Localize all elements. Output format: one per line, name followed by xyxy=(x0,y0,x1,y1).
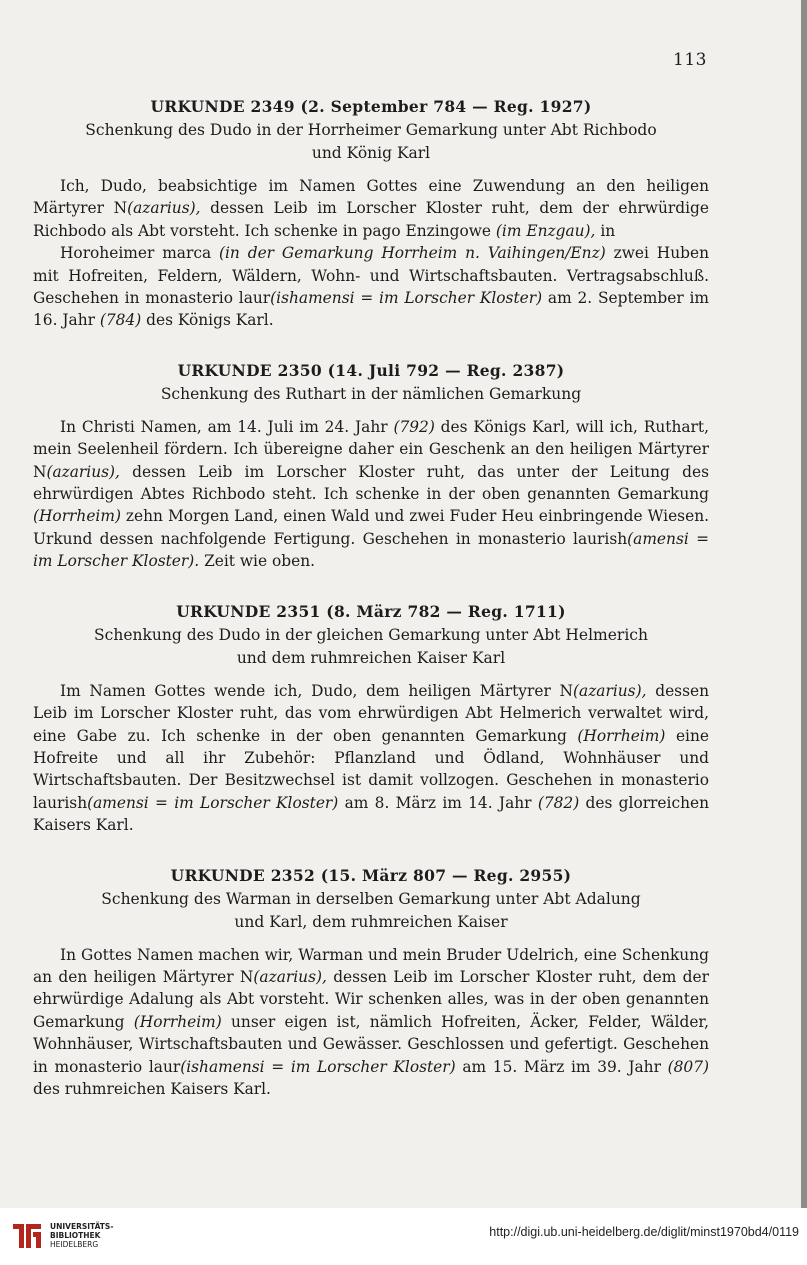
text-run: des ruhmreichen Kaisers Karl. xyxy=(33,1079,271,1098)
italic-annotation: (im Enzgau), xyxy=(495,221,596,240)
logo-line: BIBLIOTHEK xyxy=(50,1230,101,1240)
italic-annotation: (amensi = im Lorscher Kloster). xyxy=(33,529,710,571)
document-section xyxy=(33,864,709,1101)
document-section xyxy=(33,600,709,837)
text-run: dessen Leib im Lorscher Kloster ruht, das unter der Leitung des ehrwürdigen Abtes Richbodo steht. Ich schenke in der oben genannten Gemarkung xyxy=(33,462,709,504)
library-logo-text xyxy=(50,1222,113,1249)
text-run: des Königs Karl. xyxy=(141,311,274,330)
text-run: unser eigen ist, nämlich Hofreiten, Äcker, Felder, Wälder, Wohnhäuser, Wirtschaftsbauten und Gewässer. Geschlossen und gefertigt. Geschehen in monasterio laur xyxy=(33,1012,709,1076)
italic-annotation: (Horrheim) xyxy=(577,726,666,745)
italic-annotation: (782) xyxy=(537,793,580,812)
document-heading: URKUNDE 2351 (8. März 782 — Reg. 1711) xyxy=(176,601,566,621)
document-title xyxy=(33,383,709,406)
text-run: Im Namen Gottes wende ich, Dudo, dem heiligen Märtyrer N xyxy=(60,681,574,700)
source-url[interactable]: http://digi.ub.uni-heidelberg.de/diglit/minst1970bd4/0119 xyxy=(489,1225,799,1239)
italic-annotation: (Horrheim) xyxy=(33,507,121,526)
library-logo-icon xyxy=(10,1218,44,1252)
logo-line: HEIDELBERG xyxy=(50,1239,99,1249)
text-run: zwei Huben mit Hofreiten, Feldern, Wäldern, Wohn- und Wirtschaftsbauten. Vertragsabschluß. Geschehen in monasterio laur xyxy=(33,244,709,308)
text-run: zehn Morgen Land, einen Wald und zwei Fuder Heu einbringende Wiesen. Urkund dessen nachfolgende Fertigung. Geschehen in monasterio laurish xyxy=(33,507,709,548)
italic-annotation: (azarius), xyxy=(573,681,647,700)
document-title-line: Schenkung des Warman in derselben Gemarkung unter Abt Adalung xyxy=(101,889,641,908)
text-run: am 2. September im 16. Jahr xyxy=(33,289,710,330)
document-title xyxy=(33,119,709,165)
document-paragraph xyxy=(33,416,709,573)
document-title-line: Schenkung des Ruthart in der nämlichen Gemarkung xyxy=(160,384,582,403)
document-title-line: und Karl, dem ruhmreichen Kaiser xyxy=(234,912,508,931)
text-run: des Königs Karl, will ich, Ruthart, mein Seelenheil fördern. Ich übereigne daher ein Geschenk an den heiligen Märtyrer N xyxy=(33,417,709,481)
document-paragraph xyxy=(33,680,709,837)
italic-annotation: (azarius), xyxy=(253,967,327,986)
document-title-line: und König Karl xyxy=(311,144,431,162)
text-run: Ich, Dudo, beabsichtige im Namen Gottes eine Zuwendung an den heiligen Märtyrer N xyxy=(33,177,709,218)
text-run: In Gottes Namen machen wir, Warman und mein Bruder Udelrich, eine Schenkung an den heiligen Märtyrer N xyxy=(33,945,709,986)
italic-annotation: (azarius), xyxy=(127,199,201,218)
viewer-footer xyxy=(0,1208,807,1265)
logo-line: UNIVERSITÄTS- xyxy=(50,1221,114,1231)
document-paragraph xyxy=(33,242,709,332)
document-title-line: Schenkung des Dudo in der gleichen Gemarkung unter Abt Helmerich xyxy=(94,625,648,644)
text-run: Horoheimer marca xyxy=(60,244,219,263)
text-run: Zeit wie oben. xyxy=(199,552,315,571)
text-run: des glorreichen Kaisers Karl. xyxy=(33,793,710,835)
document-paragraph xyxy=(33,944,709,1101)
document-heading: URKUNDE 2349 (2. September 784 — Reg. 1927) xyxy=(150,97,592,116)
text-run: In Christi Namen, am 14. Juli im 24. Jahr xyxy=(60,417,394,436)
text-run: dessen Leib im Lorscher Kloster ruht, das vom ehrwürdigen Abt Helmerich verwaltet wird, eine Gabe zu. Ich schenke in der oben genannten Gemarkung xyxy=(33,681,709,745)
document-heading: URKUNDE 2352 (15. März 807 — Reg. 2955) xyxy=(170,865,572,885)
italic-annotation: (792) xyxy=(393,417,435,436)
italic-annotation: (807) xyxy=(667,1057,710,1076)
text-run: in xyxy=(595,221,616,240)
italic-annotation: (azarius), xyxy=(46,462,120,481)
document-section xyxy=(33,359,709,573)
italic-annotation: (ishamensi = im Lorscher Kloster) xyxy=(180,1057,456,1076)
italic-annotation: (784) xyxy=(99,311,142,330)
document-section xyxy=(33,95,709,332)
text-run: dessen Leib im Lorscher Kloster ruht, dem der ehrwürdige Richbodo als Abt vorsteht. Ich schenke in pago Enzingowe xyxy=(33,199,709,240)
document-heading: URKUNDE 2350 (14. Juli 792 — Reg. 2387) xyxy=(177,360,565,380)
document-paragraph xyxy=(33,175,709,242)
document-title xyxy=(33,888,709,934)
document-title-line: und dem ruhmreichen Kaiser Karl xyxy=(236,648,506,667)
text-run: am 15. März im 39. Jahr xyxy=(455,1057,668,1076)
italic-annotation: (ishamensi = im Lorscher Kloster) xyxy=(270,289,543,308)
text-run: dessen Leib im Lorscher Kloster ruht, dem der ehrwürdige Adalung als Abt vorsteht. Wir schenken alles, was in der oben genannten Gemarkung xyxy=(33,967,709,1031)
italic-annotation: (in der Gemarkung Horrheim n. Vaihingen/Enz) xyxy=(219,244,606,263)
document-title xyxy=(33,624,709,670)
italic-annotation: (Horrheim) xyxy=(133,1012,222,1031)
library-logo[interactable] xyxy=(10,1218,113,1252)
text-run: eine Hofreite und all ihr Zubehör: Pflanzland und Ödland, Wohnhäuser und Wirtschaftsbauten. Der Besitzwechsel ist damit vollzogen. Geschehen in monasterio laurish xyxy=(33,726,709,812)
page-number: 113 xyxy=(673,50,707,70)
document-title-line: Schenkung des Dudo in der Horrheimer Gemarkung unter Abt Richbodo xyxy=(85,121,657,139)
page-content xyxy=(33,95,709,1127)
italic-annotation: (amensi = im Lorscher Kloster) xyxy=(87,793,339,812)
text-run: am 8. März im 14. Jahr xyxy=(338,793,538,812)
